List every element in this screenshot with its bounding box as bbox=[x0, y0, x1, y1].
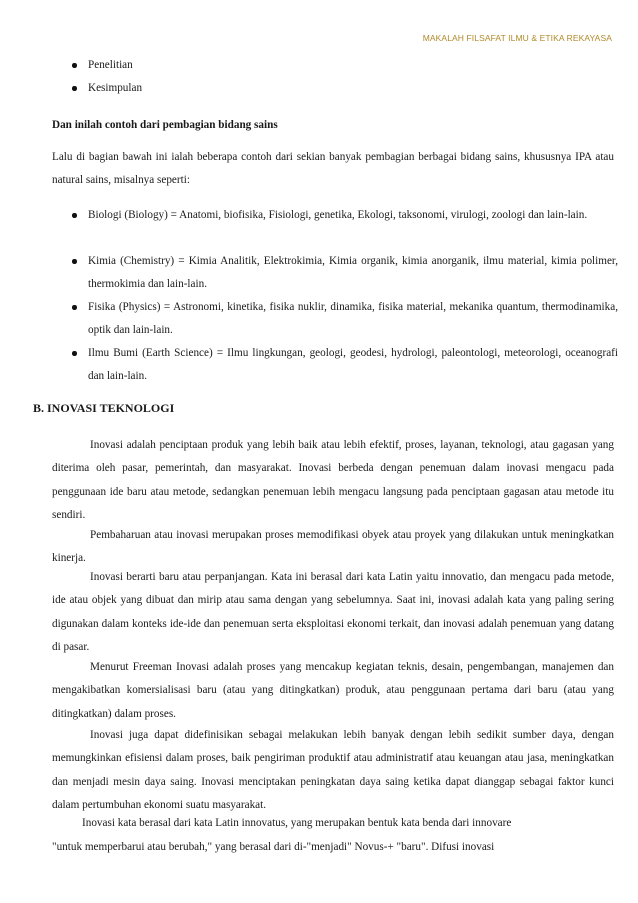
list-item-text: Fisika (Physics) = Astronomi, kinetika, fisika nuklir, dinamika, fisika material, mekanika quantum, thermodinamika, optik dan lain-lain. bbox=[88, 301, 618, 336]
paragraph-line: "untuk memperbarui atau berubah," yang berasal dari di-"menjadi" Novus-+ "baru". Difusi inovasi bbox=[52, 841, 495, 853]
list-item bbox=[70, 77, 618, 100]
paragraph-line: Inovasi kata berasal dari kata Latin innovatus, yang merupakan bentuk kata benda dari innovare bbox=[82, 817, 512, 829]
section-title: B. INOVASI TEKNOLOGI bbox=[33, 401, 175, 415]
list-item bbox=[70, 54, 618, 77]
list-item-text: Penelitian bbox=[88, 59, 133, 71]
list-item-text: Kesimpulan bbox=[88, 82, 143, 94]
intro-paragraph: Lalu di bagian bawah ini ialah beberapa contoh dari sekian banyak pembagian berbagai bidang sains, khususnya IPA atau natural sains, misalnya seperti: bbox=[52, 151, 614, 187]
running-header: MAKALAH FILSAFAT ILMU & ETIKA REKAYASA bbox=[422, 33, 612, 43]
list-item-text: Ilmu Bumi (Earth Science) = Ilmu lingkungan, geologi, geodesi, hydrologi, paleontologi, meteorologi, oceanografi dan lain-lain. bbox=[88, 347, 618, 382]
list-item-text: Kimia (Chemistry) = Kimia Analitik, Elektrokimia, Kimia organik, kimia anorganik, ilmu material, kimia polimer, thermokimia dan lain-lain. bbox=[88, 255, 618, 290]
list-item bbox=[70, 342, 618, 388]
paragraph: Inovasi berarti baru atau perpanjangan. Kata ini berasal dari kata Latin yaitu innovatio, dan mengacu pada metode, ide atau objek yang dibuat dan mirip atau sama dengan yang sebelumnya. Saat ini, inovasi adalah kata yang paling sering digunakan dalam konteks ide-ide dan penemuan serta eksploitasi ekonomi terkait, dan inovasi adalah penemuan yang datang di pasar. bbox=[52, 571, 614, 654]
paragraph: Menurut Freeman Inovasi adalah proses yang mencakup kegiatan teknis, desain, pengembangan, manajemen dan mengakibatkan komersialisasi baru (atau yang ditingkatkan) produk, atau penggunaan pertama dari baru (atau yang ditingkatkan) dalam proses. bbox=[52, 661, 614, 720]
list-item-text: Biologi (Biology) = Anatomi, biofisika, Fisiologi, genetika, Ekologi, taksonomi, virulogi, zoologi dan lain-lain. bbox=[88, 209, 588, 221]
paragraph: Inovasi juga dapat didefinisikan sebagai melakukan lebih banyak dengan lebih sedikit sumber daya, dengan memungkinkan efisiensi dalam proses, baik pengiriman produktif atau administratif atau keuangan atau jasa, meningkatkan dan menjadi mesin daya saing. Inovasi menciptakan peningkatan daya saing ketika dapat dianggap sebagai faktor kunci dalam pertumbuhan ekonomi suatu masyarakat. bbox=[52, 729, 614, 812]
list-item bbox=[70, 250, 618, 296]
paragraph: Inovasi adalah penciptaan produk yang lebih baik atau lebih efektif, proses, layanan, teknologi, atau gagasan yang diterima oleh pasar, pemerintah, dan masyarakat. Inovasi berbeda dengan penemuan dalam inovasi mengacu pada penggunaan ide baru atau metode, sedangkan penemuan lebih mengacu langsung pada penciptaan gagasan atau metode itu sendiri. bbox=[52, 439, 614, 522]
example-heading: Dan inilah contoh dari pembagian bidang sains bbox=[52, 119, 278, 131]
paragraph: Pembaharuan atau inovasi merupakan proses memodifikasi obyek atau proyek yang dilakukan untuk meningkatkan kinerja. bbox=[52, 529, 614, 565]
list-item bbox=[70, 296, 618, 342]
list-item bbox=[70, 204, 618, 227]
